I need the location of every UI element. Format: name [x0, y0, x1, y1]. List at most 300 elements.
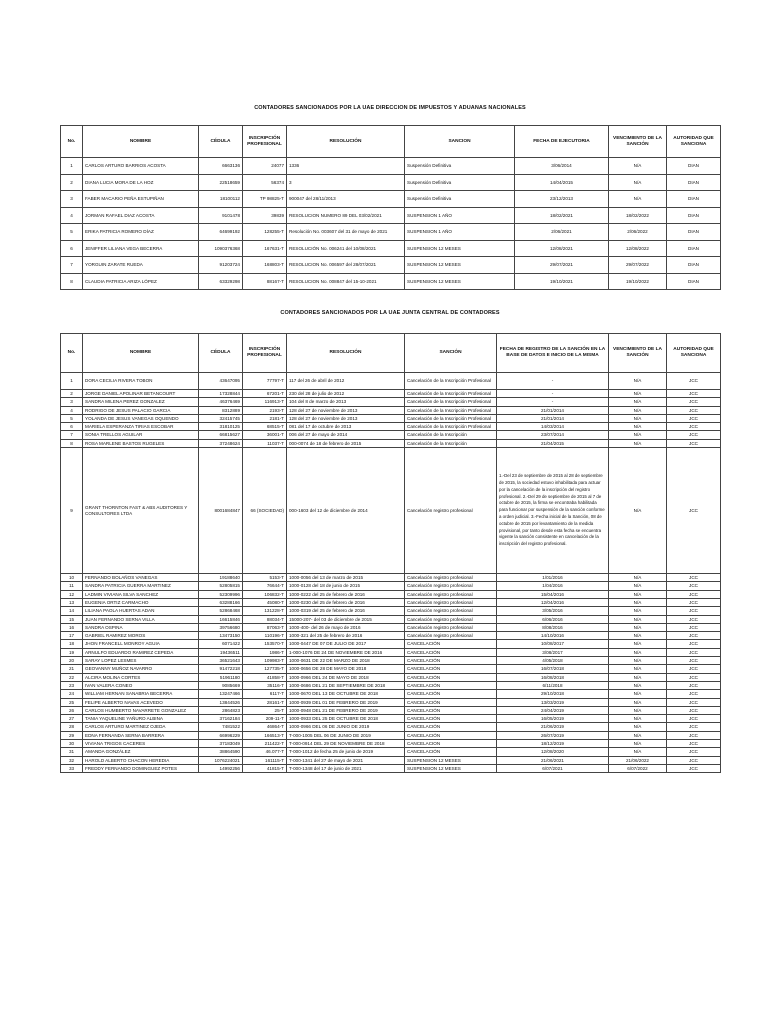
table-cell: 5: [61, 414, 83, 422]
table-cell: JCC: [667, 406, 721, 414]
table-cell: DIAN: [667, 207, 721, 224]
table-row: [61, 240, 721, 257]
table-cell: 12: [61, 590, 83, 598]
table-cell: JCC: [667, 414, 721, 422]
table-cell: 23: [61, 681, 83, 689]
table-cell: 77797-T: [243, 373, 287, 390]
table-cell: 1000-0222 del 25 de febrero de 2016: [287, 590, 405, 598]
table-cell: 2/06/2021: [515, 224, 609, 241]
table-cell: 33: [61, 764, 83, 772]
table-cell: JCC: [667, 590, 721, 598]
table-cell: 1/01/2016: [497, 574, 609, 582]
table-cell: CANCELACIÓN: [405, 657, 497, 665]
table-cell: 19: [61, 648, 83, 656]
table-cell: 88034-T: [243, 615, 287, 623]
table-cell: 27: [61, 715, 83, 723]
column-header: CÉDULA: [199, 334, 243, 373]
table-cell: 46.077-T: [243, 748, 287, 756]
column-header: RESOLUCIÓN: [287, 126, 405, 158]
table-cell: 6/07/2022: [609, 764, 667, 772]
table-cell: 109983-T: [243, 657, 287, 665]
table-cell: CANCELACIÓN: [405, 723, 497, 731]
table-cell: 104 del 8 de marzo de 2013: [287, 398, 405, 406]
table-cell: 32415745: [199, 414, 243, 422]
table-row: [61, 448, 721, 574]
table-cell: 66 (SOCIEDAD): [243, 448, 287, 574]
table-cell: 35116-T: [243, 681, 287, 689]
table-cell: N/A: [609, 582, 667, 590]
table-cell: DIANA LUCIA MORA DE LA HOZ: [83, 174, 199, 191]
table-row: [61, 574, 721, 582]
table-cell: GEOVANNY MUÑOZ NAVARRO: [83, 665, 199, 673]
table-row: [61, 640, 721, 648]
table-cell: 29/10/2018: [497, 690, 609, 698]
table-cell: 15000-207- del 03 de diciembre de 2015: [287, 615, 405, 623]
table-cell: CANCELACIÓN: [405, 690, 497, 698]
table-cell: JCC: [667, 698, 721, 706]
table-row: [61, 590, 721, 598]
table-row: [61, 257, 721, 274]
table-row: [61, 174, 721, 191]
table-cell: JCC: [667, 615, 721, 623]
column-header: VENCIMIENTO DE LA SANCIÓN: [609, 334, 667, 373]
table-cell: 211422-T: [243, 740, 287, 748]
table-cell: ARNULFO EDUARDO RAMIREZ CEPEDA: [83, 648, 199, 656]
table-row: [61, 657, 721, 665]
table-cell: HAROLD ALBERTO CHACON HEREDIA: [83, 756, 199, 764]
table-cell: N/A: [609, 748, 667, 756]
table-cell: Cancelación registro profesional: [405, 598, 497, 606]
table-cell: LILIANA PAOLA HUERTAS ADAN: [83, 607, 199, 615]
table-cell: Cancelación registro profesional: [405, 615, 497, 623]
table-cell: 1/04/2016: [497, 582, 609, 590]
table-cell: 12/08/2020: [497, 748, 609, 756]
table-cell: 21: [61, 665, 83, 673]
table-cell: 18: [61, 640, 83, 648]
table-cell: Cancelación registro profesional: [405, 607, 497, 615]
table-cell: Suspensión Definitiva: [405, 158, 515, 175]
table-cell: CANCELACIÓN: [405, 731, 497, 739]
table-cell: 20: [61, 657, 83, 665]
table-cell: 131228-T: [243, 607, 287, 615]
table-cell: Cancelación de la Inscripción: [405, 431, 497, 439]
table-cell: 1000-0933 DEL 25 DE OCTUBRE DE 2018: [287, 715, 405, 723]
table-cell: 51961180: [199, 673, 243, 681]
table-cell: -: [497, 390, 609, 398]
table-cell: CARLOS ARTURO MARTINEZ OJEDA: [83, 723, 199, 731]
table-cell: 6: [61, 423, 83, 431]
table-cell: 116913-T: [243, 398, 287, 406]
table-cell: 7: [61, 257, 83, 274]
column-header: VENCIMIENTO DE LA SANCIÓN: [609, 126, 667, 158]
table-cell: Cancelación de la Inscripción Profesional: [405, 406, 497, 414]
table-cell: Cancelación registro profesional: [405, 448, 497, 574]
table-cell: 87063-T: [243, 623, 287, 631]
table-cell: 32: [61, 756, 83, 764]
table-cell: -: [497, 373, 609, 390]
table-cell: 22518659: [199, 174, 243, 191]
table-cell: 9: [61, 448, 83, 574]
table-cell: SUSPENSION 12 MESES: [405, 756, 497, 764]
table-cell: ROSA MARLENE BASTOS RUGELES: [83, 439, 199, 447]
table-cell: 66996229: [199, 731, 243, 739]
table-cell: 1000-0939 DEL 01 DE FEBRERO DE 2019: [287, 698, 405, 706]
table-cell: 1000-0966 DEL 06 DE JUNIO DE 2019: [287, 723, 405, 731]
table-cell: 1-000-1076 DE 24 DE NOVIEMBRE DE 2016: [287, 648, 405, 656]
table-cell: 081 del 17 de octubre de 2013: [287, 423, 405, 431]
table-cell: 1000-321 del 25 de febrero de 2016: [287, 632, 405, 640]
table-cell: N/A: [609, 648, 667, 656]
table-cell: CANCELACIÓN: [405, 706, 497, 714]
table-cell: 5153-T: [243, 574, 287, 582]
table-cell: JENIFFER LILIANA VEGA BECERRA: [83, 240, 199, 257]
table-cell: 161115-T: [243, 756, 287, 764]
table-cell: Cancelación registro profesional: [405, 590, 497, 598]
table-cell: 10/08/2017: [497, 640, 609, 648]
table-cell: SUSPENSION 12 MESES: [405, 273, 515, 290]
table-cell: 6/07/2021: [497, 764, 609, 772]
table-cell: 6/06/2016: [497, 615, 609, 623]
table-cell: 52309996: [199, 590, 243, 598]
table-row: [61, 706, 721, 714]
table-cell: 110196-T: [243, 632, 287, 640]
table-cell: 26/07/2019: [497, 731, 609, 739]
table-cell: GRANT THORNTON FAST & ABS AUDITORES Y CONSULTORES LTDA: [83, 448, 199, 574]
column-header: SANCIÓN: [405, 334, 497, 373]
table-row: [61, 715, 721, 723]
table-cell: 6663136: [199, 158, 243, 175]
table-cell: N/A: [609, 398, 667, 406]
table-cell: DIAN: [667, 191, 721, 208]
table-cell: JCC: [667, 373, 721, 390]
table-cell: JCC: [667, 657, 721, 665]
table-cell: 230 del 28 de julio de 2012: [287, 390, 405, 398]
table-cell: 37183049: [199, 740, 243, 748]
table-cell: SANDRA OSPINA: [83, 623, 199, 631]
table-cell: 1000-0447 DE 07 DE JULIO DE 2017: [287, 640, 405, 648]
table-cell: 64699192: [199, 224, 243, 241]
table-cell: 3/05/2016: [497, 607, 609, 615]
table-cell: N/A: [609, 414, 667, 422]
table-cell: CANCELACIÓN: [405, 648, 497, 656]
table-cell: DIAN: [667, 224, 721, 241]
table-cell: 28: [61, 723, 83, 731]
table-cell: Suspensión Definitiva: [405, 174, 515, 191]
table-row: [61, 207, 721, 224]
table-cell: 128255-T: [243, 224, 287, 241]
table-cell: N/A: [609, 423, 667, 431]
table-cell: JCC: [667, 706, 721, 714]
table-cell: JCC: [667, 390, 721, 398]
table-cell: 1000-0966 DEL 24 DE MAYO DE 2018: [287, 673, 405, 681]
table-row: [61, 414, 721, 422]
table-cell: 17: [61, 632, 83, 640]
table-cell: 43647095: [199, 373, 243, 390]
table-cell: JCC: [667, 756, 721, 764]
table-cell: 4: [61, 406, 83, 414]
table-cell: FERNANDO BOLAÑOS VANEGAS: [83, 574, 199, 582]
table-row: [61, 273, 721, 290]
table-cell: DIAN: [667, 257, 721, 274]
table-cell: 91472218: [199, 665, 243, 673]
table-cell: T-000-1348 del 17 de junio de 2021: [287, 764, 405, 772]
table-cell: 1: [61, 373, 83, 390]
table-cell: 3/06/2014: [515, 158, 609, 175]
column-header: FECHA DE REGISTRO DE LA SANCIÓN EN LA BASE DE DATOS E INICIO DE LA MISMA: [497, 334, 609, 373]
table-cell: JCC: [667, 398, 721, 406]
table-cell: 66815627: [199, 431, 243, 439]
table-cell: 1000-0128 del 18 de junio de 2015: [287, 582, 405, 590]
table-cell: 31: [61, 748, 83, 756]
table-cell: 167631-T: [243, 240, 287, 257]
table-cell: 30: [61, 740, 83, 748]
table-cell: 8: [61, 273, 83, 290]
table-cell: 63288166: [199, 598, 243, 606]
table-cell: 25-T: [243, 706, 287, 714]
table-cell: 52868468: [199, 607, 243, 615]
table-cell: N/A: [609, 590, 667, 598]
table-cell: 19/10/2022: [609, 273, 667, 290]
table-row: [61, 681, 721, 689]
table-cell: 13473150: [199, 632, 243, 640]
table-row: [61, 698, 721, 706]
table-cell: 21/06/2019: [497, 723, 609, 731]
table-cell: 2193-T: [243, 406, 287, 414]
table-row: [61, 224, 721, 241]
table-cell: N/A: [609, 607, 667, 615]
table-cell: EDNA FERNANDA SERNA BARRERA: [83, 731, 199, 739]
table-cell: 18100112: [199, 191, 243, 208]
table-cell: SARAY LOPEZ LESMES: [83, 657, 199, 665]
table-cell: N/A: [609, 740, 667, 748]
table-cell: 2: [61, 174, 83, 191]
table-cell: 14/10/2016: [497, 632, 609, 640]
table-cell: DIAN: [667, 240, 721, 257]
table-cell: JCC: [667, 582, 721, 590]
table-cell: 12/08/2021: [515, 240, 609, 257]
table-cell: Cancelación de la Inscripción Profesional: [405, 423, 497, 431]
table-cell: 29/07/2022: [609, 257, 667, 274]
column-header: RESOLUCIÓN: [287, 334, 405, 373]
table-cell: 1000-0631 DE 22 DE MARZO DE 2018: [287, 657, 405, 665]
table-cell: JCC: [667, 748, 721, 756]
table-cell: N/A: [609, 574, 667, 582]
table-cell: 1076224021: [199, 756, 243, 764]
table-cell: 19436511: [199, 648, 243, 656]
table-cell: 17328844: [199, 390, 243, 398]
table-cell: 2/06/2022: [609, 224, 667, 241]
table-cell: CANCELACIÓN: [405, 698, 497, 706]
table-cell: 1000-0230 del 25 de febrero de 2016: [287, 598, 405, 606]
table-cell: 000-0074 de 18 de febrero de 2015: [287, 439, 405, 447]
table-cell: N/A: [609, 439, 667, 447]
table-cell: -: [497, 398, 609, 406]
table-cell: 1090376368: [199, 240, 243, 257]
table-cell: CARLOS HUMBERTO NAVARRETE GONZALEZ: [83, 706, 199, 714]
table-cell: 1000-0948 DEL 21 DE FEBRERO DE 2019: [287, 706, 405, 714]
table-cell: JHON FRANCELL MONROY AGUIA: [83, 640, 199, 648]
table-cell: 16/07/2018: [497, 665, 609, 673]
table-cell: CANCELACIÓN: [405, 748, 497, 756]
table-cell: JCC: [667, 673, 721, 681]
table-cell: 37162184: [199, 715, 243, 723]
table-cell: EUGENIA ORTIZ CARMACHO: [83, 598, 199, 606]
table-cell: N/A: [609, 690, 667, 698]
table-cell: 23/12/2013: [515, 191, 609, 208]
table-cell: TP 98825-T: [243, 191, 287, 208]
table-cell: Cancelación registro profesional: [405, 582, 497, 590]
table-cell: N/A: [609, 158, 667, 175]
table-cell: JORGE DANIEL APOLINAR BETANCOURT: [83, 390, 199, 398]
table-cell: JCC: [667, 723, 721, 731]
table-cell: Cancelación de la Inscripción Profesional: [405, 390, 497, 398]
table-cell: YORGUIN ZARATE RUEDA: [83, 257, 199, 274]
table-cell: JCC: [667, 764, 721, 772]
table-cell: JCC: [667, 607, 721, 615]
table-cell: 46376469: [199, 398, 243, 406]
table-cell: JUAN FERNANDO SERNA VILLA: [83, 615, 199, 623]
table-cell: SANDRA MILENA PEREZ GONZALEZ: [83, 398, 199, 406]
table-cell: N/A: [609, 640, 667, 648]
table-cell: 9101478: [199, 207, 243, 224]
table-cell: DIAN: [667, 273, 721, 290]
table-cell: RODRIGO DE JESUS PALACIO GARCIA: [83, 406, 199, 414]
table-cell: 153570-T: [243, 640, 287, 648]
table-cell: JCC: [667, 740, 721, 748]
column-header: NOMBRE: [83, 334, 199, 373]
table-cell: N/A: [609, 706, 667, 714]
table-row: [61, 615, 721, 623]
table-cell: 166513-T: [243, 731, 287, 739]
column-header: FECHA DE EJECUTORIA: [515, 126, 609, 158]
table-cell: CANCELACION: [405, 740, 497, 748]
column-header: No.: [61, 126, 83, 158]
table-cell: 18/02/2022: [609, 207, 667, 224]
table-cell: FREDDY FERNANDO DOMINGUEZ POTES: [83, 764, 199, 772]
table-cell: 13247466: [199, 690, 243, 698]
table-cell: JCC: [667, 431, 721, 439]
table-row: [61, 740, 721, 748]
table-cell: 88167-T: [243, 273, 287, 290]
column-header: INSCRIPCIÓN PROFESIONAL: [243, 334, 287, 373]
table-cell: 2864823: [199, 706, 243, 714]
table-cell: TANIA YAQUELINE YAÑURO ALBINA: [83, 715, 199, 723]
table-cell: DIAN: [667, 158, 721, 175]
table-cell: 21/06/2021: [497, 756, 609, 764]
table-cell: 41858-T: [243, 673, 287, 681]
table-cell: 11: [61, 582, 83, 590]
table-row: [61, 582, 721, 590]
table-row: [61, 731, 721, 739]
table-cell: YOLANDA DE JESUS VANEGAS OQUENDO: [83, 414, 199, 422]
table-cell: 8001684847: [199, 448, 243, 574]
table-cell: JCC: [667, 665, 721, 673]
table-cell: AMANDA GONZÁLEZ: [83, 748, 199, 756]
table-cell: DIAN: [667, 174, 721, 191]
table-cell: 10: [61, 574, 83, 582]
table-row: [61, 406, 721, 414]
table-cell: JCC: [667, 640, 721, 648]
table-cell: 5: [61, 224, 83, 241]
table-cell: 21/04/2015: [497, 439, 609, 447]
table1-title: CONTADORES SANCIONADOS POR LA UAE DIRECCION DE IMPUESTOS Y ADUANAS NACIONALES: [254, 105, 526, 111]
table-cell: 36001-T: [243, 431, 287, 439]
table-cell: 11037-T: [243, 439, 287, 447]
table-cell: 24/04/2019: [497, 706, 609, 714]
table-cell: ERIKA PATRICIA ROMERO DÍAZ: [83, 224, 199, 241]
table-cell: CANCELACIÓN: [405, 715, 497, 723]
table-cell: 29: [61, 731, 83, 739]
table-cell: 1336: [287, 158, 405, 175]
table-cell: 45080-T: [243, 598, 287, 606]
table-cell: 209-11-T: [243, 715, 287, 723]
table-row: [61, 598, 721, 606]
table-cell: 76644-T: [243, 582, 287, 590]
table-cell: JCC: [667, 690, 721, 698]
column-header: AUTORIDAD QUE SANCIONA: [667, 334, 721, 373]
table-cell: JCC: [667, 623, 721, 631]
table-cell: 900047 del 28/11/2013: [287, 191, 405, 208]
table-cell: 2: [61, 390, 83, 398]
table-cell: 6: [61, 240, 83, 257]
table-cell: N/A: [609, 673, 667, 681]
jcc-sanctions-table: [60, 333, 721, 773]
table-row: [61, 423, 721, 431]
table-cell: 1: [61, 158, 83, 175]
table-cell: SUSPENSION 1 AÑO: [405, 207, 515, 224]
table-row: [61, 690, 721, 698]
table-cell: 3: [61, 191, 83, 208]
table-cell: 106832-T: [243, 590, 287, 598]
table-cell: CANCELACIÓN: [405, 640, 497, 648]
table-cell: N/A: [609, 715, 667, 723]
table-cell: 1986-T: [243, 648, 287, 656]
table-cell: 29/07/2021: [515, 257, 609, 274]
table-cell: 21/01/2014: [497, 406, 609, 414]
table-cell: N/A: [609, 174, 667, 191]
table-cell: 1000-0686 DEL 21 DE SEPTIEMBRE DE 2018: [287, 681, 405, 689]
table-cell: 37248624: [199, 439, 243, 447]
table-cell: JCC: [667, 731, 721, 739]
table-cell: SUSPENSION 12 MESES: [405, 257, 515, 274]
table-cell: 1000-400- del 26 de mayo de 2016: [287, 623, 405, 631]
table-cell: 24077: [243, 158, 287, 175]
table-cell: N/A: [609, 406, 667, 414]
table-cell: Suspensión Definitiva: [405, 191, 515, 208]
table-cell: N/A: [609, 681, 667, 689]
table-cell: N/A: [609, 431, 667, 439]
table-cell: Cancelación de la Inscripción Profesional: [405, 373, 497, 390]
table-cell: JCC: [667, 423, 721, 431]
table-cell: N/A: [609, 390, 667, 398]
table-cell: 000-1603 del 12 de diciembre de 2014: [287, 448, 405, 574]
table-cell: 39839: [243, 207, 287, 224]
table-cell: 14/03/2014: [497, 423, 609, 431]
table-cell: 18/12/2019: [497, 740, 609, 748]
table-cell: N/A: [609, 723, 667, 731]
column-header: AUTORIDAD QUE SANCIONA: [667, 126, 721, 158]
table-cell: 46864-T: [243, 723, 287, 731]
table-cell: 8/08/2016: [497, 623, 609, 631]
table-row: [61, 191, 721, 208]
table-cell: 36521643: [199, 657, 243, 665]
table-cell: 19188640: [199, 574, 243, 582]
table-row: [61, 632, 721, 640]
table-cell: 24: [61, 690, 83, 698]
table-cell: SUSPENSION 1 AÑO: [405, 224, 515, 241]
table-cell: Cancelación registro profesional: [405, 632, 497, 640]
table-cell: T-000-1012 de fecha 25 de junio de 2019: [287, 748, 405, 756]
